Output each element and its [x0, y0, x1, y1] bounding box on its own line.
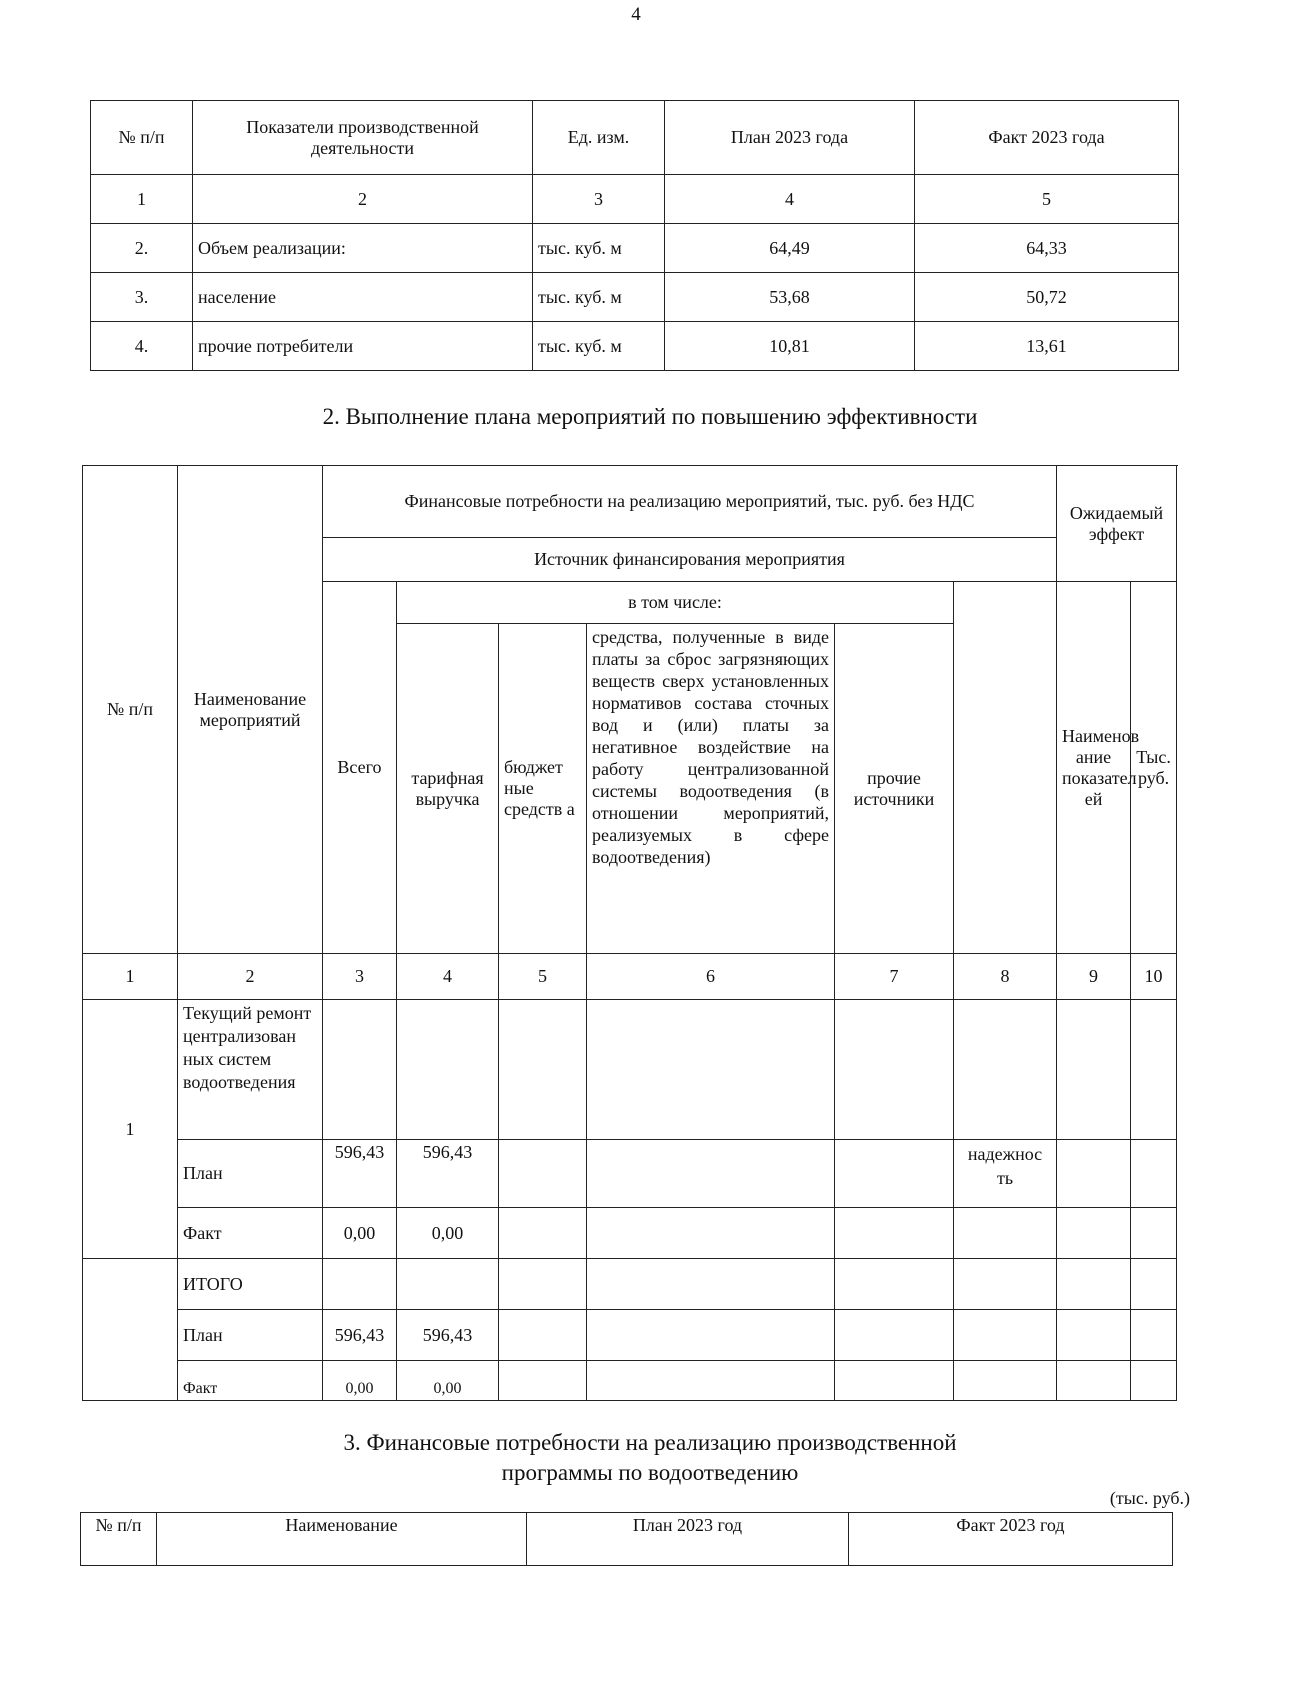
empty-cell [397, 1259, 499, 1310]
empty-cell [1057, 1000, 1131, 1140]
fact-tariff: 0,00 [397, 1208, 499, 1259]
section3-title-line1: 3. Финансовые потребности на реализацию производственной [343, 1430, 957, 1455]
row-name: население [193, 273, 533, 322]
header-fact: Факт 2023 года [915, 101, 1179, 175]
row-unit: тыс. куб. м [533, 322, 665, 371]
header-indicators: Показатели производственной деятельности [193, 101, 533, 175]
header-including: в том числе: [397, 582, 954, 624]
header-name: Наименование [157, 1513, 527, 1566]
empty-cell [1057, 1310, 1131, 1361]
plan-tariff: 596,43 [397, 1140, 499, 1208]
section3-title-line2: программы по водоотведению [501, 1460, 799, 1485]
index-cell: 6 [587, 954, 835, 1000]
row-plan: 64,49 [665, 224, 915, 273]
empty-cell [954, 582, 1057, 954]
index-row [83, 954, 1177, 1000]
empty-cell [1131, 1208, 1177, 1259]
index-cell: 4 [397, 954, 499, 1000]
plan-total: 596,43 [323, 1140, 397, 1208]
empty-cell [835, 1259, 954, 1310]
empty-cell [587, 1140, 835, 1208]
header-num: № п/п [81, 1513, 157, 1566]
unit-note: (тыс. руб.) [1109, 1488, 1190, 1508]
empty-cell [1131, 1259, 1177, 1310]
header-num: № п/п [91, 101, 193, 175]
section2-title: 2. Выполнение плана мероприятий по повышению эффективности [322, 404, 978, 429]
row-plan: 10,81 [665, 322, 915, 371]
empty-cell [1131, 1361, 1177, 1401]
row-fact: 50,72 [915, 273, 1179, 322]
header-total: Всего [323, 582, 397, 954]
row-plan: 53,68 [665, 273, 915, 322]
header-tariff: тарифная выручка [397, 624, 499, 954]
empty-cell [1131, 1000, 1177, 1140]
table-row [83, 1000, 1177, 1140]
index-cell: 5 [499, 954, 587, 1000]
empty-cell [323, 1259, 397, 1310]
itogo-fact-label: Факт [178, 1361, 323, 1401]
header-fin-needs: Финансовые потребности на реализацию мероприятий, тыс. руб. без НДС [323, 466, 1057, 538]
row-fact: 13,61 [915, 322, 1179, 371]
row-num: 3. [91, 273, 193, 322]
empty-cell [499, 1259, 587, 1310]
itogo-plan-tariff: 596,43 [397, 1310, 499, 1361]
empty-cell [499, 1310, 587, 1361]
empty-cell [499, 1361, 587, 1401]
row-name: прочие потребители [193, 322, 533, 371]
empty-cell [954, 1361, 1057, 1401]
row-fact: 64,33 [915, 224, 1179, 273]
table-row [91, 322, 1179, 371]
row-name: Объем реализации: [193, 224, 533, 273]
itogo-fact-total: 0,00 [323, 1361, 397, 1401]
itogo-plan-label: План [178, 1310, 323, 1361]
fact-total: 0,00 [323, 1208, 397, 1259]
empty-cell [499, 1208, 587, 1259]
empty-cell [1057, 1361, 1131, 1401]
header-expected-effect: Ожидаемый эффект [1057, 466, 1177, 582]
table-row [83, 1310, 1177, 1361]
empty-cell [323, 1000, 397, 1140]
table-row [91, 273, 1179, 322]
row-unit: тыс. куб. м [533, 273, 665, 322]
index-cell: 2 [193, 175, 533, 224]
empty-cell [835, 1000, 954, 1140]
index-cell: 3 [323, 954, 397, 1000]
item-name: Текущий ремонт централизован ных систем водоотведения [178, 1000, 323, 1140]
header-measure-name: Наименование мероприятий [178, 466, 323, 954]
table-row [83, 1140, 1177, 1208]
empty-cell [1131, 1310, 1177, 1361]
empty-cell [1057, 1140, 1131, 1208]
header-other-sources: прочие источники [835, 624, 954, 954]
empty-cell [1057, 1259, 1131, 1310]
header-indicator: Наименов ание показател ей [1057, 582, 1131, 954]
itogo-fact-tariff: 0,00 [397, 1361, 499, 1401]
empty-cell [1131, 1140, 1177, 1208]
header-plan: План 2023 года [665, 101, 915, 175]
empty-cell [954, 1208, 1057, 1259]
index-cell: 2 [178, 954, 323, 1000]
index-cell: 1 [83, 954, 178, 1000]
index-cell: 10 [1131, 954, 1177, 1000]
index-cell: 7 [835, 954, 954, 1000]
table-row [83, 1259, 1177, 1310]
header-plan: План 2023 год [527, 1513, 849, 1566]
empty-cell [499, 1140, 587, 1208]
table-row [83, 1208, 1177, 1259]
empty-cell [1057, 1208, 1131, 1259]
empty-cell [954, 1000, 1057, 1140]
production-indicators-table [90, 100, 1179, 371]
empty-cell [499, 1000, 587, 1140]
empty-cell [954, 1310, 1057, 1361]
empty-cell [83, 1259, 178, 1401]
empty-cell [397, 1000, 499, 1140]
empty-cell [587, 1259, 835, 1310]
index-row [91, 175, 1179, 224]
empty-cell [587, 1361, 835, 1401]
empty-cell [587, 1000, 835, 1140]
header-fact: Факт 2023 год [849, 1513, 1173, 1566]
efficiency-measures-table [82, 465, 1177, 1401]
empty-cell [835, 1140, 954, 1208]
empty-cell [954, 1259, 1057, 1310]
item-num: 1 [83, 1000, 178, 1259]
header-thousand-rub: Тыс. руб. [1131, 582, 1177, 954]
index-cell: 8 [954, 954, 1057, 1000]
table-row [83, 1361, 1177, 1401]
header-pollution-fees: средства, полученные в виде платы за сброс загрязняющих веществ сверх установленных нормативов состава сточных вод и (или) платы за негативное воздействие на работу централизованной системы водоотведения (в отношении мероприятий, реализуемых в сфере водоотведения) [587, 624, 835, 954]
index-cell: 4 [665, 175, 915, 224]
row-unit: тыс. куб. м [533, 224, 665, 273]
itogo-label: ИТОГО [178, 1259, 323, 1310]
itogo-plan-total: 596,43 [323, 1310, 397, 1361]
financial-needs-table [80, 1512, 1173, 1566]
header-unit: Ед. изм. [533, 101, 665, 175]
row-num: 2. [91, 224, 193, 273]
index-cell: 1 [91, 175, 193, 224]
index-cell: 3 [533, 175, 665, 224]
header-budget: бюджет ные средств а [499, 624, 587, 954]
empty-cell [835, 1208, 954, 1259]
index-cell: 5 [915, 175, 1179, 224]
plan-label: План [178, 1140, 323, 1208]
page-number: 4 [631, 4, 641, 25]
plan-indicator: надежнос ть [954, 1140, 1057, 1208]
row-num: 4. [91, 322, 193, 371]
fact-label: Факт [178, 1208, 323, 1259]
header-source: Источник финансирования мероприятия [323, 538, 1057, 582]
empty-cell [835, 1310, 954, 1361]
empty-cell [835, 1361, 954, 1401]
empty-cell [587, 1208, 835, 1259]
header-num: № п/п [83, 466, 178, 954]
index-cell: 9 [1057, 954, 1131, 1000]
empty-cell [587, 1310, 835, 1361]
table-row [91, 224, 1179, 273]
